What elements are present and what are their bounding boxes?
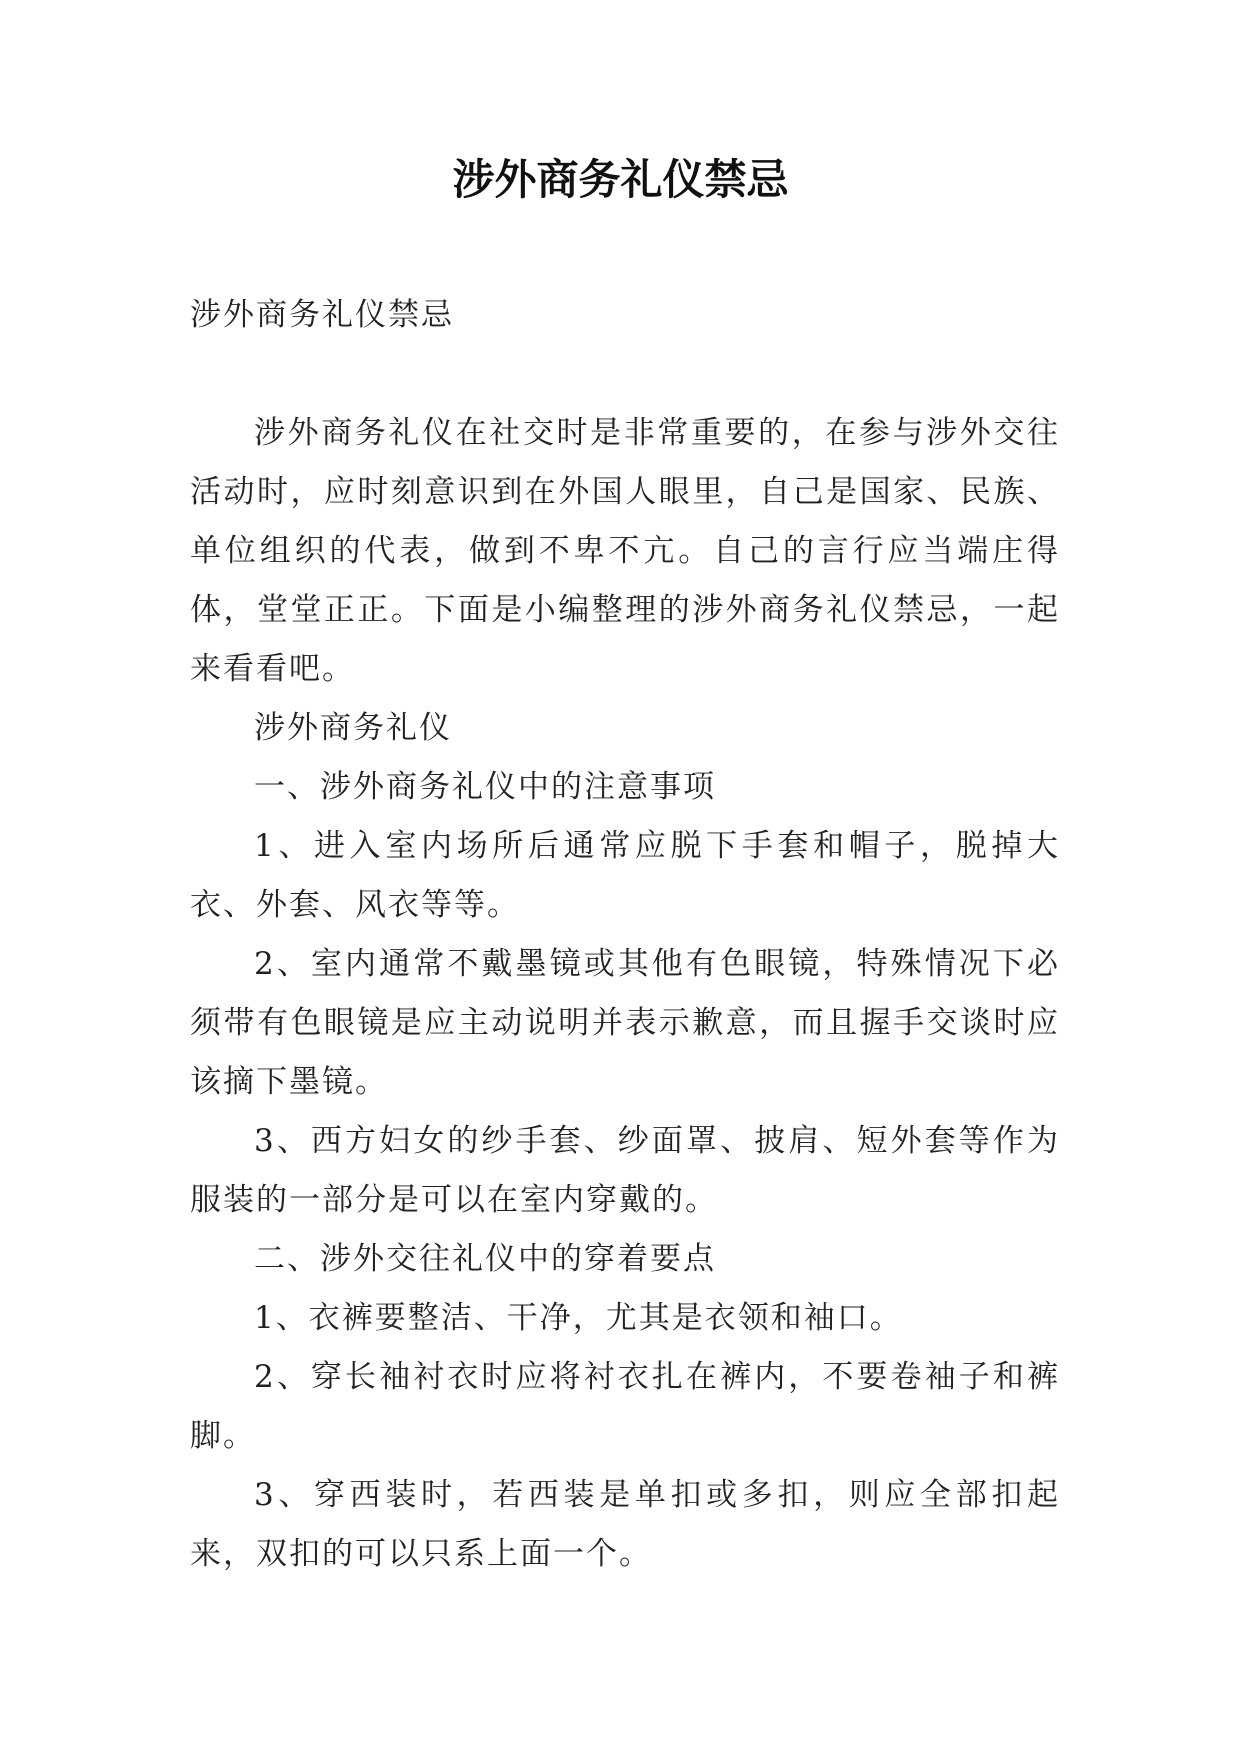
intro-paragraph: 涉外商务礼仪在社交时是非常重要的，在参与涉外交往活动时，应时刻意识到在外国人眼里，自己是国家、民族、单位组织的代表，做到不卑不亢。自己的言行应当端庄得体，堂堂正正。下面是小编整理的涉外商务礼仪禁忌，一起来看看吧。 <box>190 415 1060 687</box>
document-body <box>190 286 1060 1584</box>
list-item: 3、西方妇女的纱手套、纱面罩、披肩、短外套等作为服装的一部分是可以在室内穿戴的。 <box>190 1123 1060 1218</box>
list-item: 2、穿长袖衬衣时应将衬衣扎在裤内，不要卷袖子和裤脚。 <box>190 1359 1060 1454</box>
list-item: 1、进入室内场所后通常应脱下手套和帽子，脱掉大衣、外套、风衣等等。 <box>190 828 1060 923</box>
section-heading: 二、涉外交往礼仪中的穿着要点 <box>254 1241 716 1277</box>
document-subtitle: 涉外商务礼仪禁忌 <box>190 297 454 333</box>
list-item: 2、室内通常不戴墨镜或其他有色眼镜，特殊情况下必须带有色眼镜是应主动说明并表示歉意，而且握手交谈时应该摘下墨镜。 <box>190 946 1060 1100</box>
document-title: 涉外商务礼仪禁忌 <box>452 155 789 204</box>
section-heading: 一、涉外商务礼仪中的注意事项 <box>254 769 716 805</box>
section-heading: 涉外商务礼仪 <box>254 710 452 746</box>
list-item: 3、穿西装时，若西装是单扣或多扣，则应全部扣起来，双扣的可以只系上面一个。 <box>190 1477 1060 1572</box>
list-item: 1、衣裤要整洁、干净，尤其是衣领和袖口。 <box>254 1300 903 1336</box>
